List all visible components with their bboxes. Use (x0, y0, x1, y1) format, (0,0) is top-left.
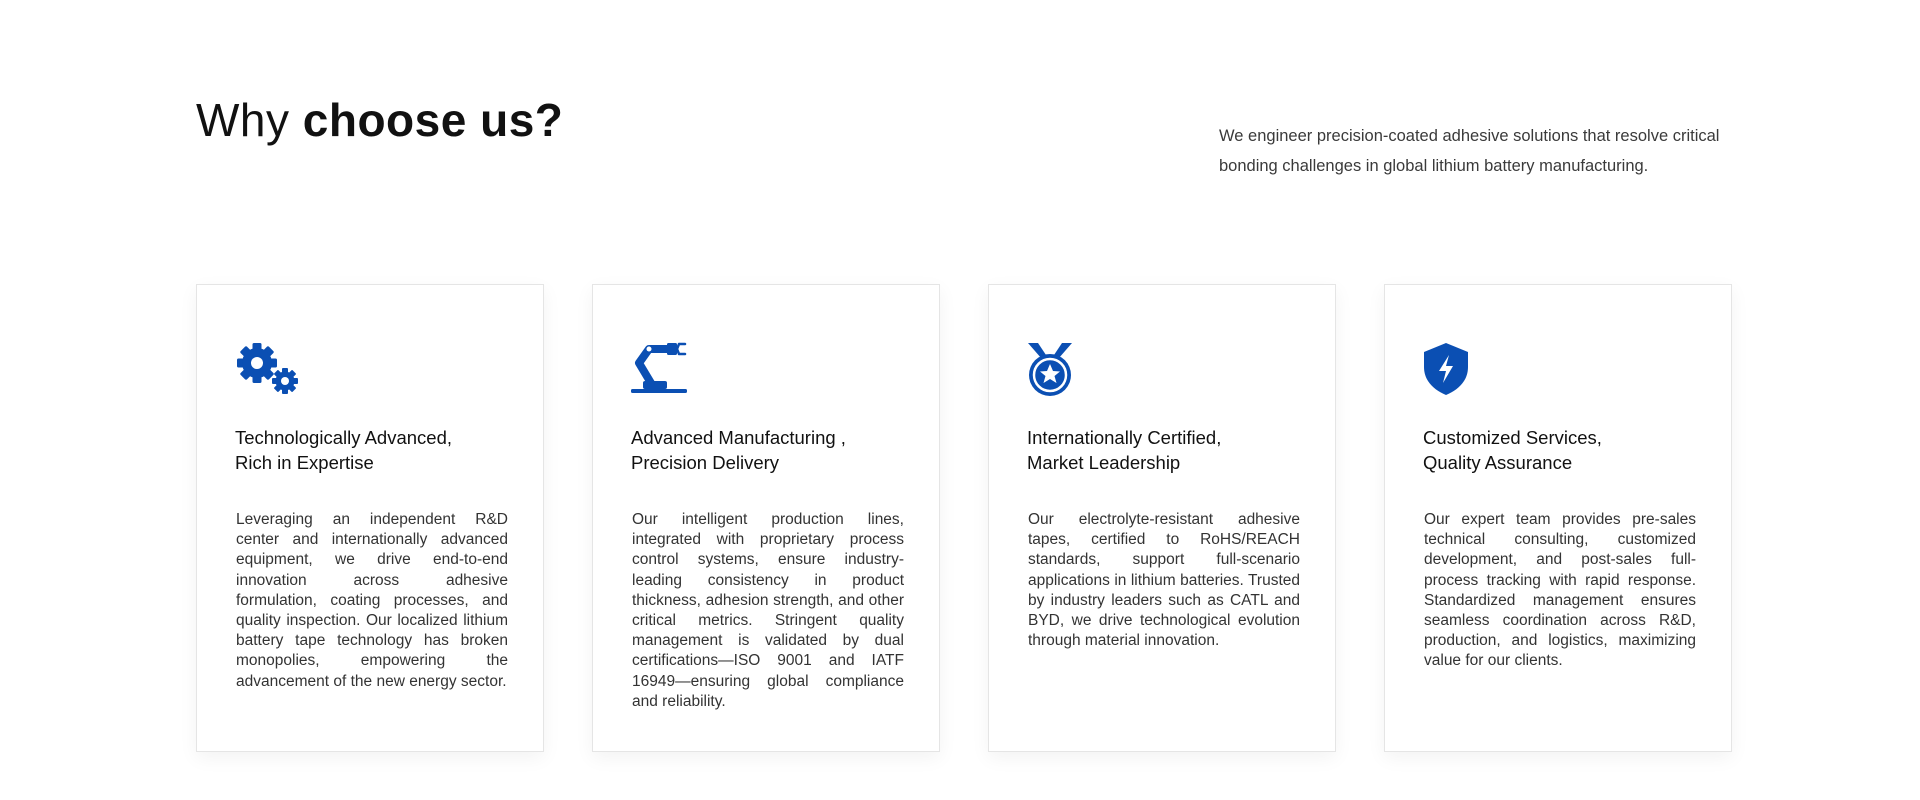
section-intro: We engineer precision-coated adhesive solutions that resolve critical bonding challenges in global lithium battery manufacturing. (1219, 126, 1720, 175)
card-description: Leveraging an independent R&D center and internationally advanced equipment, we drive end-to-end innovation across adhesive formulation, coating processes, and quality inspection. Our localized lithium battery tape technology has broken monopolies, empowering the advancement of the new energy sector. (236, 511, 508, 690)
section-title (196, 88, 563, 152)
robot-arm-icon (631, 341, 695, 397)
gears-icon (235, 341, 299, 397)
card-title: Technologically Advanced, Rich in Expertise (235, 427, 453, 473)
shield-bolt-icon (1423, 341, 1487, 397)
medal-icon (1027, 341, 1091, 397)
card-title: Internationally Certified, Market Leadership (1027, 427, 1222, 473)
feature-cards (196, 284, 1732, 752)
card-description: Our expert team provides pre-sales technical consulting, customized development, and post-sales full-process tracking with rapid response. Standardized management ensures seamless coordination across R&D, production, and logistics, maximizing value for our clients. (1424, 511, 1696, 670)
section-title-bold: choose us? (302, 94, 564, 146)
card-title: Customized Services, Quality Assurance (1423, 427, 1602, 473)
section-title-light: Why (196, 94, 290, 146)
feature-card-manufacturing (592, 284, 940, 752)
feature-card-technology (196, 284, 544, 752)
card-description: Our electrolyte-resistant adhesive tapes, certified to RoHS/REACH standards, support full-scenario applications in lithium batteries. Trusted by industry leaders such as CATL and BYD, we drive technological evolution through material innovation. (1028, 511, 1300, 650)
card-description: Our intelligent production lines, integrated with proprietary process control systems, ensure industry-leading consistency in product thickness, adhesion strength, and other critical metrics. Stringent quality management is validated by dual certifications—ISO 9001 and IATF 16949—ensuring global compliance and reliability. (632, 511, 904, 710)
feature-card-certification (988, 284, 1336, 752)
card-title: Advanced Manufacturing , Precision Delivery (631, 427, 846, 473)
feature-card-services (1384, 284, 1732, 752)
